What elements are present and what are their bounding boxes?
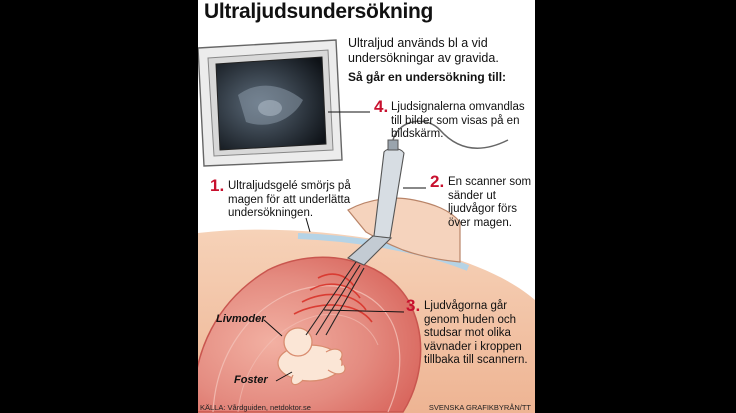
monitor	[198, 40, 342, 166]
step-1-text: Ultraljudsgelé smörjs på magen för att underlätta undersökningen.	[228, 180, 351, 219]
source-credit: KÄLLA: Vårdguiden, netdoktor.se	[200, 403, 311, 412]
step-2-number: 2.	[430, 172, 445, 191]
step-4-text: Ljudsignalerna omvandlas till bilder som visas på en bildskärm.	[391, 101, 525, 140]
step-3-text: Ljudvågorna går genom huden och studsar mot olika vävnader i kroppen tillbaka till scannern.	[424, 300, 528, 366]
step-1-number: 1.	[210, 176, 225, 195]
page-title: Ultraljudsundersökning	[204, 0, 434, 23]
uterus-label: Livmoder	[216, 313, 266, 325]
step-2-text: En scanner som sänder ut ljudvågor förs över magen.	[448, 176, 532, 229]
step-3-number: 3.	[406, 296, 421, 315]
intro-text: Ultraljud används bl a vid undersökningar av gravida.	[348, 36, 499, 65]
infographic-panel	[198, 0, 535, 413]
steps-heading: Så går en undersökning till:	[348, 70, 507, 84]
agency-credit: SVENSKA GRAFIKBYRÅN/TT	[428, 403, 531, 412]
step-4-number: 4.	[374, 97, 389, 116]
fetus-label: Foster	[234, 374, 268, 386]
